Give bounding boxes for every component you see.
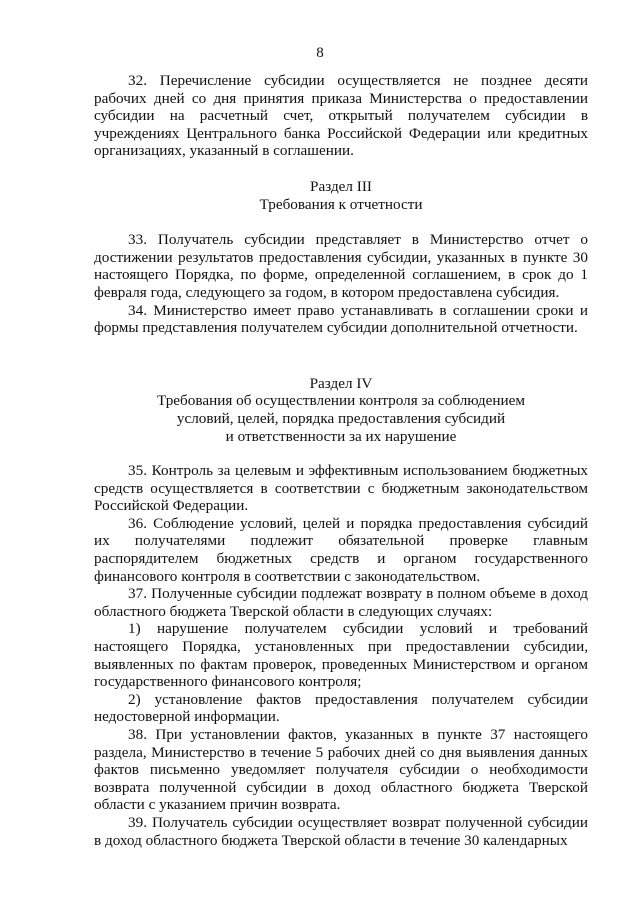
paragraph-37-item-1: 1) нарушение получателем субсидии условий и требований настоящего Порядка, установленных при предоставлении субсидии, выявленных по фактам проверок, проведенных Министерством и органом государственного финансового контроля; [94,620,588,691]
section-4-number: Раздел IV [309,374,373,392]
section-3-heading [94,178,588,213]
section-4-title-line-1: Требования об осуществлении контроля за соблюдением [157,392,525,410]
section-3-title: Требования к отчетности [259,195,423,213]
paragraph-37-item-2: 2) установление фактов предоставления получателем субсидии недостоверной информации. [94,690,588,726]
document-body [94,72,588,849]
paragraph-39: 39. Получатель субсидии осуществляет возврат полученной субсидии в доход областного бюджета Тверской области в течение 30 календарных [94,813,588,849]
section-3-number: Раздел III [310,177,372,195]
spacer [94,213,588,231]
paragraph-34: 34. Министерство имеет право устанавливать в соглашении сроки и формы представления получателем субсидии дополнительной отчетности. [94,301,588,337]
paragraph-33: 33. Получатель субсидии представляет в Министерство отчет о достижении результатов предоставления субсидии, указанных в пункте 30 настоящего Порядка, по форме, определенной соглашением, в срок до 1 февраля года, следующего за годом, в котором предоставлена субсидия. [94,231,588,301]
paragraph-36: 36. Соблюдение условий, целей и порядка предоставления субсидий их получателями подлежит обязательной проверке главным распорядителем бюджетных средств и органом государственного финансового контроля в соответствии с законодательством. [94,514,588,585]
section-4-title-line-3: и ответственности за их нарушение [225,427,457,445]
section-4-heading [94,375,588,445]
spacer [94,445,588,462]
section-4-title-line-2: условий, целей, порядка предоставления субсидий [176,409,506,427]
paragraph-38: 38. При установлении фактов, указанных в пункте 37 настоящего раздела, Министерство в течение 5 рабочих дней со дня выявления данных фактов письменно уведомляет получателя субсидии о необходимости возврата полученной субсидии в доход областного бюджета Тверской области с указанием причин возврата. [94,726,588,814]
spacer [94,160,588,178]
paragraph-37: 37. Полученные субсидии подлежат возврату в полном объеме в доход областного бюджета Тверской области в следующих случаях: [94,585,588,620]
page-number: 8 [316,45,324,61]
paragraph-35: 35. Контроль за целевым и эффективным использованием бюджетных средств осуществляется в соответствии с бюджетным законодательством Российской Федерации. [94,462,588,515]
spacer [94,337,588,375]
paragraph-32: 32. Перечисление субсидии осуществляется не позднее десяти рабочих дней со дня принятия приказа Министерства о предоставлении субсидии на расчетный счет, открытый получателем субсидии в учреждениях Центрального банка Российской Федерации или кредитных организациях, указанный в соглашении. [94,72,588,160]
